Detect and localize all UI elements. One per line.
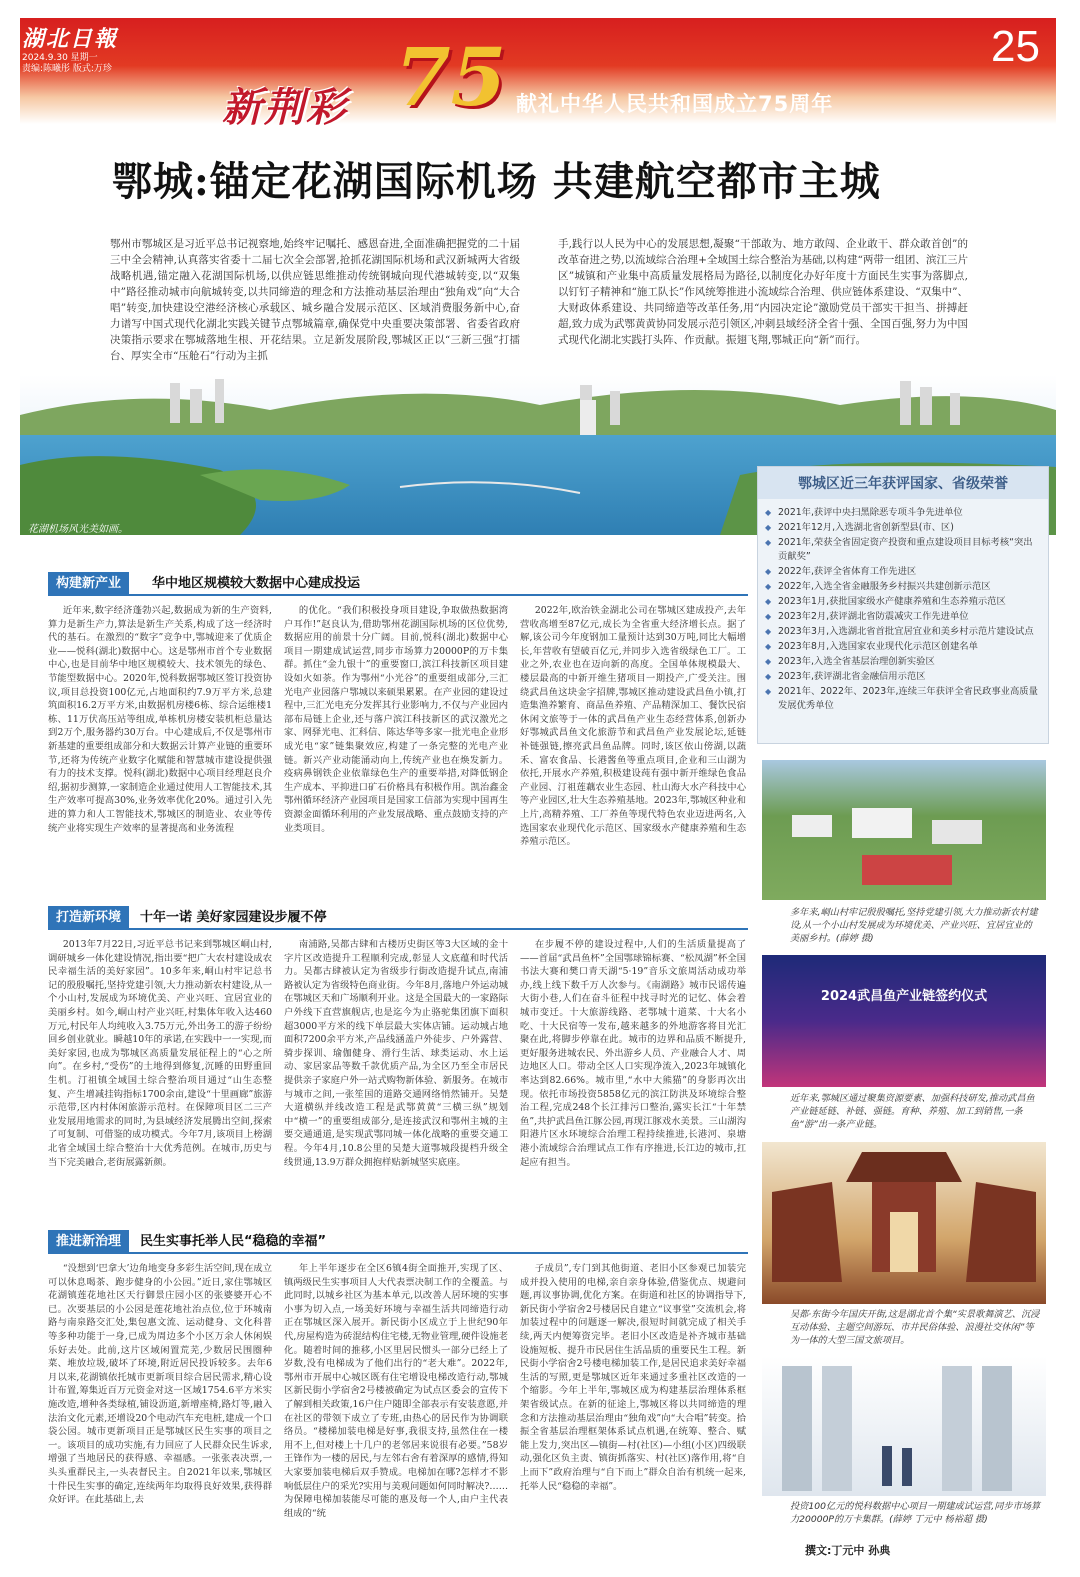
- masthead-name: 湖北日報: [22, 26, 119, 52]
- caption-village: 多年来,峒山村牢记殷殷嘱托,坚持党建引领,大力推动新农村建设,从一个小山村发展成为环境优美、产业兴旺、宜居宜业的美丽乡村。(薛婷 摄): [790, 907, 1038, 944]
- honor-item: ◆ 2022年,入选全省金融服务乡村振兴共建创新示范区: [758, 580, 1048, 594]
- honors-title: 鄂城区近三年获评国家、省级荣誉: [758, 467, 1048, 499]
- honor-item: ◆ 2023年,获评湖北省金融信用示范区: [758, 670, 1048, 684]
- article-column: 的优化。“我们积极投身项目建设,争取做热数据湾户耳作!”赵良认为,借助鄂州花湖国际机场的区位优势,数据应用的前景十分广阔。目前,悦科(湖北)数据中心项目一期建成试运营,同步市场算力20000P的万卡集群。抓住“金九银十”的重要窗口,滨江科技新区项目建设如火如荼。作为鄂州“小光谷”的重要组成部分,三汇光电产业园落户鄂城以来硕果累累。在产业园的建设过程中,三汇光电充分发挥其行业影响力,不仅与产业园内部布局链上企业,还与落户滨江科技新区的武汉激光之家、网驿光电、汇科信、陈达华等多家一批光电企业形成光电“家”链集聚效应,构建了一条完整的光电产业链。新兴产业动能涌动向上,传统产业也在焕发新力。疫病鼻钢铁企业依靠绿色生产的重要举措,对降低钢企生产成本、平抑进口矿石价格具有积极作用。凯治鑫金鄂州循环经济产业园项目是国家工信部为实现中国再生资源金面循环利用的产业发展战略、重点鼓励支持的产业类项目。: [284, 605, 508, 834]
- banner-tagline: 献礼中华人民共和国成立75周年: [516, 92, 834, 116]
- photo-fish-signing: [762, 955, 1046, 1087]
- page-headline: 鄂城:锚定花湖国际机场 共建航空都市主城: [112, 158, 881, 205]
- article-column: 子成员”,专门到其他街道、老旧小区参观已加装完成并投入使用的电梯,亲自亲身体验,借鉴优点、规避问题,再议事协调,优化方案。在街道和社区的协调指导下,新民街小学宿舍2号楼居民自建立“议事堂”交流机会,将加装过程中的问题逐一解决,很短时间就完成了相关手续,两天内便筹资完毕。老旧小区改造是补齐城市基础设施短板、提升市民居住生活品质的重要民生工程。新民街小学宿舍2号楼电梯加装工作,是居民追求美好幸福生活的写照,更是鄂城区近年来通过多重社区改造的一个缩影。今年上半年,鄂城区成为构建基层治理体系框架省级试点。在新的征途上,鄂城区将以共同缔造的理念和方法推动基层治理由“独角戏”向“大合唱”转变。拾振全省基层治理框架体系试点机遇,在统筹、整合、赋能上发力,突出区—镇街—村(社区)—小组(小区)四级联动,强化区负主责、镇街抓落实、村(社区)落作用,将“自上而下”政府治理与“自下而上”群众自治有机统一起来,托举人民“稳稳的幸福”。: [520, 1263, 746, 1492]
- article-column: 在步履不停的建设过程中,人们的生活质量提高了——首届“武昌鱼杯”全国鄂球锦标赛、“松凤湖”杯全国书法大赛和樊口青天湖“5·19”音乐文旅周活动成功举办,线上线下数千万人次参与。《南湖路》城市民谣传遍大街小巷,人们在奋斗征程中找寻时光的记忆、体会着城市变迁。十大旅游线路、老鄂城十道菜、十大名小吃、十大民宿等一发布,越来越多的外地游客将目光汇聚在此,将脚步停靠在此。城市的边界和品质不断提升,更好服务进城农民、外出游乡人员、产业融合人才、周边地区人口。带动全区人口实现净流入,2023年城镇化率达到82.66%。城市里,“水中大熊猫”的身影再次出现。依托市场投资5858亿元的滨江防洪及环境综合整治工程,完成248个长江排污口整治,露实长江“十年禁鱼”,共护武昌鱼江豚公园,再现江豚戏水美景。三山湖沟阳港片区水环境综合治理工程持续推进,长港河、泉塘港小流域综合治理试点工作有序推进,长江边的城市,扛起应有担当。: [520, 939, 746, 1168]
- photo-village: [762, 760, 1046, 900]
- section-subtitle: 华中地区规模较大数据中心建成投运: [152, 576, 361, 591]
- section-subtitle: 民生实事托举人民“稳稳的幸福”: [140, 1234, 327, 1249]
- masthead: [22, 22, 222, 74]
- photo-street: [762, 1142, 1046, 1304]
- photo-datacenter: [762, 1356, 1046, 1496]
- masthead-date: 2024.9.30 星期一: [22, 53, 98, 63]
- page-number: 25: [991, 22, 1040, 71]
- datacenter-illustration: [762, 1356, 1046, 1496]
- honors-panel: [757, 466, 1049, 744]
- village-illustration: [762, 760, 1046, 900]
- anniversary-logo: 75: [395, 30, 507, 124]
- honor-item: ◆ 2021年12月,入选湖北省创新型县(市、区): [758, 521, 1048, 535]
- section-tag: 打造新环境: [48, 906, 129, 930]
- caption-fish: 近年来,鄂城区通过聚集资源要素、加强科技研发,推动武昌鱼产业链延链、补链、强链。育种、养殖、加工到销售,一条鱼“游”出一条产业链。: [790, 1093, 1035, 1130]
- author-credit: 撰文:丁元中 孙典: [805, 1544, 891, 1557]
- honor-item: ◆ 2021年、2022年、2023年,连续三年获评全省民政事业高质量发展优秀单位: [758, 685, 1048, 713]
- column-brand: 新荆彩: [222, 84, 348, 131]
- honor-item: ◆ 2023年2月,获评湖北省防震减灾工作先进单位: [758, 610, 1048, 624]
- caption-street: 吴都·东街今年国庆开街,这是湖北首个集“实景歌舞演艺、沉浸互动体验、主题空间游玩、市井民俗体验、浪漫社交休闲”等为一体的大型三国文旅项目。: [790, 1309, 1040, 1346]
- honor-item: ◆ 2021年,荣获全省固定资产投资和重点建设项目目标考核“突出贡献奖”: [758, 536, 1048, 564]
- article-column: 2013年7月22日,习近平总书记来到鄂城区峒山村,调研城乡一体化建设情况,指出要“把广大农村建设成农民幸福生活的美好家园”。10多年来,峒山村牢记总书记的殷殷嘱托,坚持党建引领,大力推动新农村建设,从一个小山村,发展成为环境优美、产业兴旺、宜居宜业的美丽乡村。如今,峒山村产业兴旺,村集体年收入达460万元,村民年人均纯收入3.75万元,外出务工的游子纷纷回乡创业就业。瞬越10年的承诺,在实践中一一实现,而美好家园,也成为鄂城区高质量发展征程上的“心之所向”。在乡村,“受伤”的土地得到修复,沉睡的田野重回生机。汀祖镇全域国土综合整治项目通过“山生态整复、产生增减挂钩指标1700余亩,建设“十里画廊”旅游示范带,区内村体闲旅游示范村。在保障项目区二三产业发展用地需求的同时,为县域经济发展腾出空间,探索了可复制、可借鉴的成功模式。今年7月,该项目上榜湖北省全域国土综合整治十大优秀范例。在城市,历史与当下完美融合,老街展露新颜。: [48, 939, 272, 1168]
- honor-item: ◆ 2022年,获评全省体育工作先进区: [758, 565, 1048, 579]
- caption-datacenter: 投资100亿元的悦科数据中心项目一期建成试运营,同步市场算力20000P的万卡集群。(薛婷 丁元中 杨裕超 摄): [790, 1501, 1041, 1525]
- masthead-editor: 责编:陈曦彤 版式:万珍: [22, 64, 112, 74]
- article-column: “没想到‘巴拿大’边角地变身多彩生活空间,现在成立可以休息喝茶、跑步健身的小公园。”近日,家住鄂城区花湖镇莲花地社区天行御景庄园小区的张婆婆开心不已。次要基层的小公园是莲花地社治点位,位于环城南路与南泉路交汇处,集包惠文流、运动健身、文化科普等多种功能于一身,已成为周边多个小区万余人休闲娱乐好去处。此前,这片区域闲置荒芜,少数居民围圈种菜、堆放垃圾,破坏了环境,附近居民投诉较多。去年6月以来,花湖镇依托城市更新项目综合居民需求,精心设计布置,筹集近百万元资金对这一区域1754.6平方米实施改造,增种各类绿植,铺设沥道,新增座椅,路灯等,融入法治文化元素,还增设20个电动汽车充电桩,建成一个口袋公园。城市更新项目正是鄂城区民生实事的项目之一。该项目的成功实施,有力回应了人民群众民生诉求,增强了当地居民的获得感、幸福感。一张张表决票,一头头重群民主,一头表督民主。自2021年以来,鄂城区十件民生实事的确定,连续两年均取得良好效果,获得群众好评。在此基础上,去: [48, 1263, 272, 1506]
- fish-signing-banner: 2024武昌鱼产业链签约仪式: [820, 989, 988, 1004]
- honor-item: ◆ 2023年1月,获批国家级水产健康养殖和生态养殖示范区: [758, 595, 1048, 609]
- honor-item: ◆ 2023年3月,入选湖北省首批宜居宜业和美乡村示范片建设试点: [758, 625, 1048, 639]
- intro-right: 手,践行以人民为中心的发展思想,凝聚“干部敢为、地方敢闯、企业敢干、群众敢首创”的改革奋进之势,以流域综合治理+全域国土综合整治为基础,以构建“两带一组团、滨江三片区”城镇和产业集中高质量发展格局为路径,以制度化办好年度十方面民生实事为落脚点,以钉钉子精神和“施工队长”作风统筹推进小流域综合治理、供应链体系建设、“双集中”、大财政体系建设、共同缔造等改革任务,用“内园决定论”激励党员干部实干担当、拼搏赶超,致力成为武鄂黄黄协同发展示范引领区,冲刺县域经济全省十强、全国百强,努力为中国式现代化湖北实践打头阵、作贡献。振翅飞翔,鄂城正向“新”而行。: [558, 238, 968, 346]
- honor-item: ◆ 2023年,入选全省基层治理创新实验区: [758, 655, 1048, 669]
- honor-item: ◆ 2023年8月,入选国家农业现代化示范区创建名单: [758, 640, 1048, 654]
- article-column: 近年来,数字经济蓬勃兴起,数据成为新的生产资料,算力是新生产力,算法是新生产关系,构成了这一经济时代的基石。在激烈的“数字”竞争中,鄂城迎来了优质企业——悦科(湖北)数据中心。这是鄂州市首个专业数据中心,也是目前华中地区规模较大、技术领先的绿色、节能型数据中心。2020年,悦科数据鄂城区签订投资协议,项目总投资100亿元,占地面积约7.9万平方米,总建筑面积16.2万平方米,由数据机房楼6栋、综合运维楼1栋、11万伏高压站等组成,单栋机房楼安装机柜总量达到2万个,服务器约30万台。中心建成后,不仅是鄂州市新基建的重要组成部分和大数据云计算产业链的重要环节,还将为传统产业数字化赋能和智慧城市建设提供强有力的技术支撑。悦科(湖北)数据中心项目经理赵良介绍,据初步测算,一家制造企业通过使用人工智能技术,其生产效率可提高30%,业务效率优化20%。通过引入先进的算力和人工智能技术,鄂城区的制造业、农业等传统产业将实现生产效率的显著提高和业务流程: [48, 605, 272, 834]
- section-header-industry: [48, 572, 748, 596]
- honor-item: ◆ 2021年,获评中央扫黑除恶专项斗争先进单位: [758, 506, 1048, 520]
- section-subtitle: 十年一诺 美好家园建设步履不停: [140, 910, 327, 925]
- section-header-governance: [48, 1230, 748, 1254]
- article-column: 2022年,欧治铁金湖北公司在鄂城区建成投产,去年营收高增至87亿元,成长为全省重大经济增长点。据了解,该公司今年度钢加工量预计达到30万吨,同比大幅增长,年营收有望破百亿元,并同步入选省级绿色工厂。工业之外,农业也在迈向新的高度。全国单体规模最大、楼层最高的中新开维生猪项目一期投产,广受关注。围绕武昌鱼这块金字招牌,鄂城区推动建设武昌鱼小镇,打造集渔养繁育、商品鱼养殖、产品精深加工、餐饮民宿休闲文旅等于一体的武昌鱼产业生态经营体系,创新办好鄂城武昌鱼文化旅游节和武昌鱼产业发展论坛,延链补链强链,擦亮武昌鱼品牌。同时,该区依山傍湖,以蔬禾、富农食品、长港酱鱼等重点项目,企业和三山湖为依托,开展水产养殖,积极建设莼有强中新开维绿色食品产业园、汀祖莲藕农业生态园、杜山海大水产科技中心等产业园区,壮大生态养殖基地。2023年,鄂城区种业和上片,高精养殖、工厂养鱼等现代特色农业迈进两名,入选国家农业现代化示范区、国家级水产健康养殖和生态养殖示范区。: [520, 605, 746, 848]
- intro-left: 鄂州市鄂城区是习近平总书记视察地,始终牢记嘱托、感恩奋进,全面准确把握党的二十届三中全会精神,认真落实省委十二届七次全会部署,抢抓花湖国际机场和武汉新城两大省级战略机遇,锚定融入花湖国际机场,以供应链思维推动传统钢城向现代港城转变,以“双集中”路径推动城市向航城转变,以共同缔造的理念和方法推动基层治理由“独角戏”向“大合唱”转变,加快建设空港经济核心承载区、城乡融合发展示范区、区域消费服务新中心,奋力谱写中国式现代化湖北实践关键节点鄂城篇章,确保党中央重要决策部署、省委省政府决策指示要求在鄂城落地生根、开花结果。立足新发展阶段,鄂城区正以“三新三强”打擂台、厚实全市“压舱石”行动为主抓: [110, 238, 520, 362]
- article-column: 年上半年逐步在全区6镇4街全面推开,实现了区、镇两级民生实事项目人大代表票决制工作的全覆盖。与此同时,以城乡社区为基本单元,以改善人居环境的实事小事为切入点,一场美好环境与幸福生活共同缔造行动正在鄂城区深入展开。新民街小区成立于上世纪90年代,房屋构造为砖混结构住宅楼,无物业管理,硬件设施老化。随着时间的推移,小区里居民惯头一部分已经上了岁数,没有电梯成为了他们出行的“老大难”。2022年,鄂州市开展中心城区既有住宅增设电梯改造行动,鄂城区新民街小学宿舍2号楼被确定为试点区委会的宣传下了解到相关政策,16户住户随即全部表示有安装意愿,并在社区的带领下成立了专班,由热心的居民作为协调联络员。“楼梯加装电梯是好事,我很支持,虽然住在一楼用不上,但对楼上十几户的老邻居来说很有必要。”58岁王锋作为一楼的居民,与左邻右舍有着深厚的感情,得知大家要加装电梯后双手赞成。电梯加在哪?怎样才不影响低层住户的采光?实用与美观问题如何同时解决?……为保障电梯加装能尽可能的惠及每一个人,由户主代表组成的“统: [284, 1263, 508, 1519]
- section-tag: 构建新产业: [48, 572, 129, 596]
- article-column: 南浦路,吴都古肆和古楼历史街区等3大区域的金十字片区改造提升工程顺利完成,彰显人文底蕴和时代活力。吴都古肆被认定为省级步行街改造提升试点,南浦路被认定为省级特色商业街。今年8月,落地户外运动城在鄂城区天和广场顺利开业。这是全国最大的一家路际户外线下直营旗舰店,也是迄今为止骆驼集团旗下面积超3000平方米的线下单层最大实体店铺。运动城占地面积7200余平方米,产品线涵盖户外徒步、户外露营、骑步探训、瑜伽健身、滑行生活、球类运动、水上运动、家居家品等数千款优质产品,为全区乃至全市居民提供亲子家庭户外一站式购物新体验、新服务。在城市与城市之间,一张笙国的道路交通网络悄然铺开。吴楚大道横纵并线改造工程是武鄂黄黄“三横三纵”规划中“横一”的重要组成部分,是连接武汉和鄂州主城的主要交通通道,是实现武鄂同城一体化战略的重要交通工程。今年4月,10.8公里的吴楚大道鄂城段提档升级全线贯通,13.9万群众拥抱样贴新城坚实底座。: [284, 939, 508, 1168]
- section-tag: 推进新治理: [48, 1230, 129, 1254]
- street-illustration: [762, 1142, 1046, 1304]
- hero-caption: 花湖机场风光美如画。: [28, 524, 128, 535]
- section-header-environment: [48, 906, 748, 930]
